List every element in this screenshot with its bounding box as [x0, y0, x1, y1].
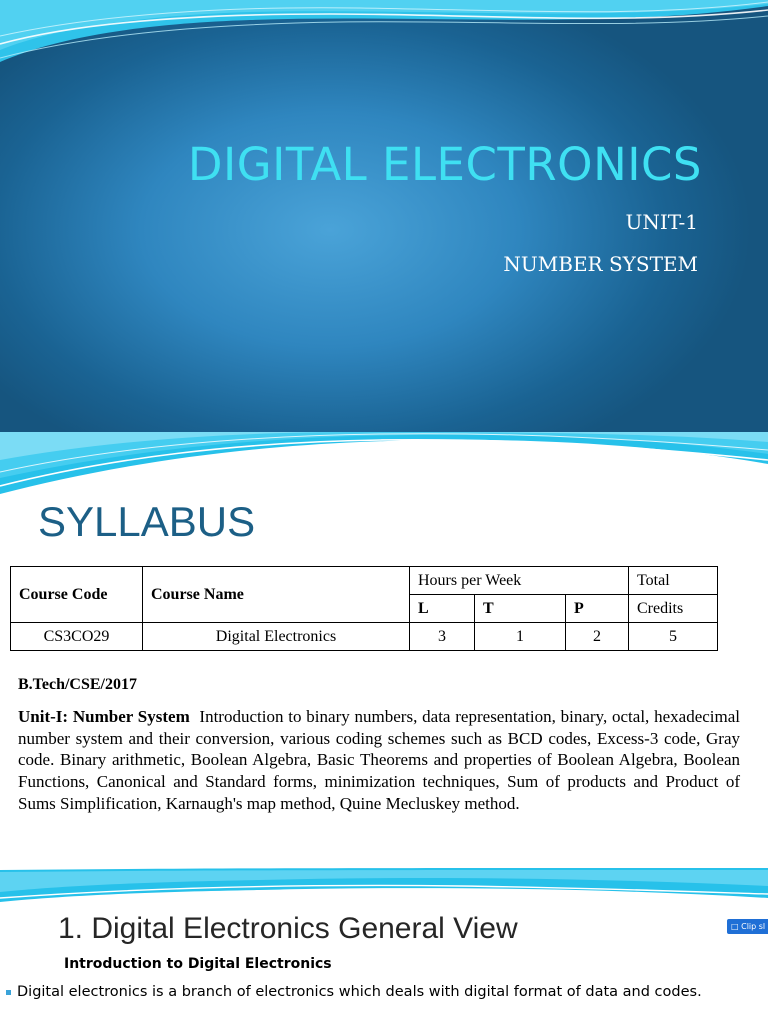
- title-slide: [0, 0, 768, 432]
- top-wave-decoration: [0, 0, 768, 70]
- course-table: [10, 566, 718, 651]
- program-label: B.Tech/CSE/2017: [18, 676, 137, 693]
- list-item: [6, 984, 702, 1000]
- clip-icon: □: [731, 922, 742, 931]
- header-course-name: Course Name: [143, 567, 410, 623]
- top-wave-decoration: [0, 432, 768, 496]
- clip-slide-button[interactable]: □ Clip sl: [727, 919, 768, 934]
- bullet-text: Digital electronics is a branch of electronics which deals with digital format of data and codes.: [17, 984, 702, 1000]
- header-credits: Credits: [629, 595, 718, 623]
- table-row: [11, 623, 718, 651]
- topic-label: NUMBER SYSTEM: [503, 252, 698, 276]
- header-t: T: [475, 595, 566, 623]
- syllabus-heading: SYLLABUS: [38, 498, 256, 545]
- presentation-title: DIGITAL ELECTRONICS: [187, 138, 702, 191]
- syllabus-slide: [0, 432, 768, 868]
- cell-t: 1: [475, 623, 566, 651]
- unit-label: UNIT-1: [625, 210, 698, 234]
- header-hours-per-week: Hours per Week: [410, 567, 629, 595]
- unit-description-text: Introduction to binary numbers, data representation, binary, octal, hexadecimal number system and their conversion, various coding schemes such as BCD codes, Excess-3 code, Gray code. Binary arithmetic, Boolean Algebra, Basic Theorems and properties of Boolean Algebra, Boolean Functions, Canonical and Standard forms, minimization techniques, Sum of products and Product of Sums Simplification, Karnaugh's map method, Quine Mecluskey method.: [18, 707, 741, 813]
- general-view-slide: [0, 868, 768, 1024]
- cell-p: 2: [566, 623, 629, 651]
- header-l: L: [410, 595, 475, 623]
- header-course-code: Course Code: [11, 567, 143, 623]
- unit-title: Unit-I: Number System: [18, 707, 190, 726]
- unit-description: [18, 706, 740, 815]
- intro-subheading: Introduction to Digital Electronics: [64, 956, 332, 972]
- cell-credits: 5: [629, 623, 718, 651]
- cell-course-code: CS3CO29: [11, 623, 143, 651]
- header-p: P: [566, 595, 629, 623]
- slide-title: 1. Digital Electronics General View: [58, 912, 518, 945]
- cell-course-name: Digital Electronics: [143, 623, 410, 651]
- cell-l: 3: [410, 623, 475, 651]
- bullet-square-icon: [6, 990, 11, 995]
- top-wave-decoration: [0, 868, 768, 904]
- header-total: Total: [629, 567, 718, 595]
